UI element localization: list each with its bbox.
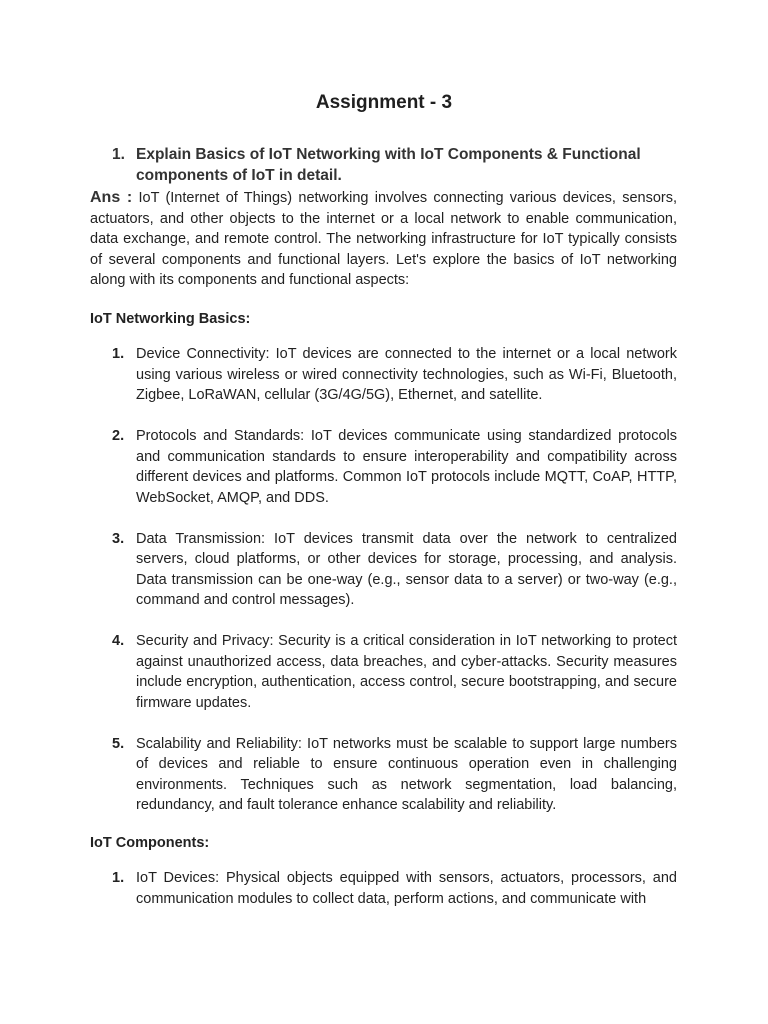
list-item-text: Scalability and Reliability: IoT networks must be scalable to support large numbers of devices and reliable to ensure continuous operation even in challenging environments. Techniques such as network segmentation, load balancing, redundancy, and fault tolerance enhance scalability and reliability. [136,735,677,813]
question [112,144,692,186]
list-item-text: Device Connectivity: IoT devices are connected to the internet or a local network using various wireless or wired connectivity technologies, such as Wi-Fi, Bluetooth, Zigbee, LoRaWAN, cellular (3G/4G/5G), Ethernet, and satellite. [136,346,677,403]
networking-basics-list [112,344,677,816]
list-item-number: 2. [112,428,125,444]
list-item-number: 3. [112,530,125,547]
answer-paragraph [90,188,677,291]
list-item-text: Protocols and Standards: IoT devices communicate using standardized protocols and communication standards to ensure interoperability and compatibility across different devices and platforms. Common IoT protocols include MQTT, CoAP, HTTP, WebSocket, AMQP, and DDS. [136,428,677,506]
answer-label: Ans : [90,189,133,206]
list-item-number: 5. [112,735,125,752]
section-heading-components: IoT Components: [90,835,210,851]
list-item [112,426,677,508]
list-item [112,631,677,713]
list-item-text: Data Transmission: IoT devices transmit data over the network to centralized servers, cloud platforms, or other devices for storage, processing, and analysis. Data transmission can be one-way (e.g., sensor data to a server) or two-way (e.g., command and control messages). [136,530,677,608]
list-item-number: 1. [112,870,125,886]
list-item [112,344,677,406]
answer-text: IoT (Internet of Things) networking involves connecting various devices, sensors, actuators, and other objects to the internet or a local network to enable communication, data exchange, and remote control. The networking infrastructure for IoT typically consists of several components and functional layers. Let's explore the basics of IoT networking along with its components and functional aspects: [90,190,678,288]
list-item-text: IoT Devices: Physical objects equipped with sensors, actuators, processors, and communication modules to collect data, perform actions, and communicate with [136,870,677,907]
page-title: Assignment - 3 [315,92,453,113]
list-item [112,868,677,909]
list-item-number: 1. [112,346,125,362]
list-item [112,529,677,611]
list-item [112,734,677,816]
components-list [112,868,677,909]
question-number: 1. [112,146,125,163]
section-heading-networking-basics: IoT Networking Basics: [90,311,251,327]
list-item-text: Security and Privacy: Security is a critical consideration in IoT networking to protect against unauthorized access, data breaches, and cyber-attacks. Security measures include encryption, authentication, access control, secure bootstrapping, and secure firmware updates. [136,633,677,711]
list-item-number: 4. [112,633,125,649]
question-text: Explain Basics of IoT Networking with IoT Components & Functional components of IoT in detail. [136,146,641,184]
